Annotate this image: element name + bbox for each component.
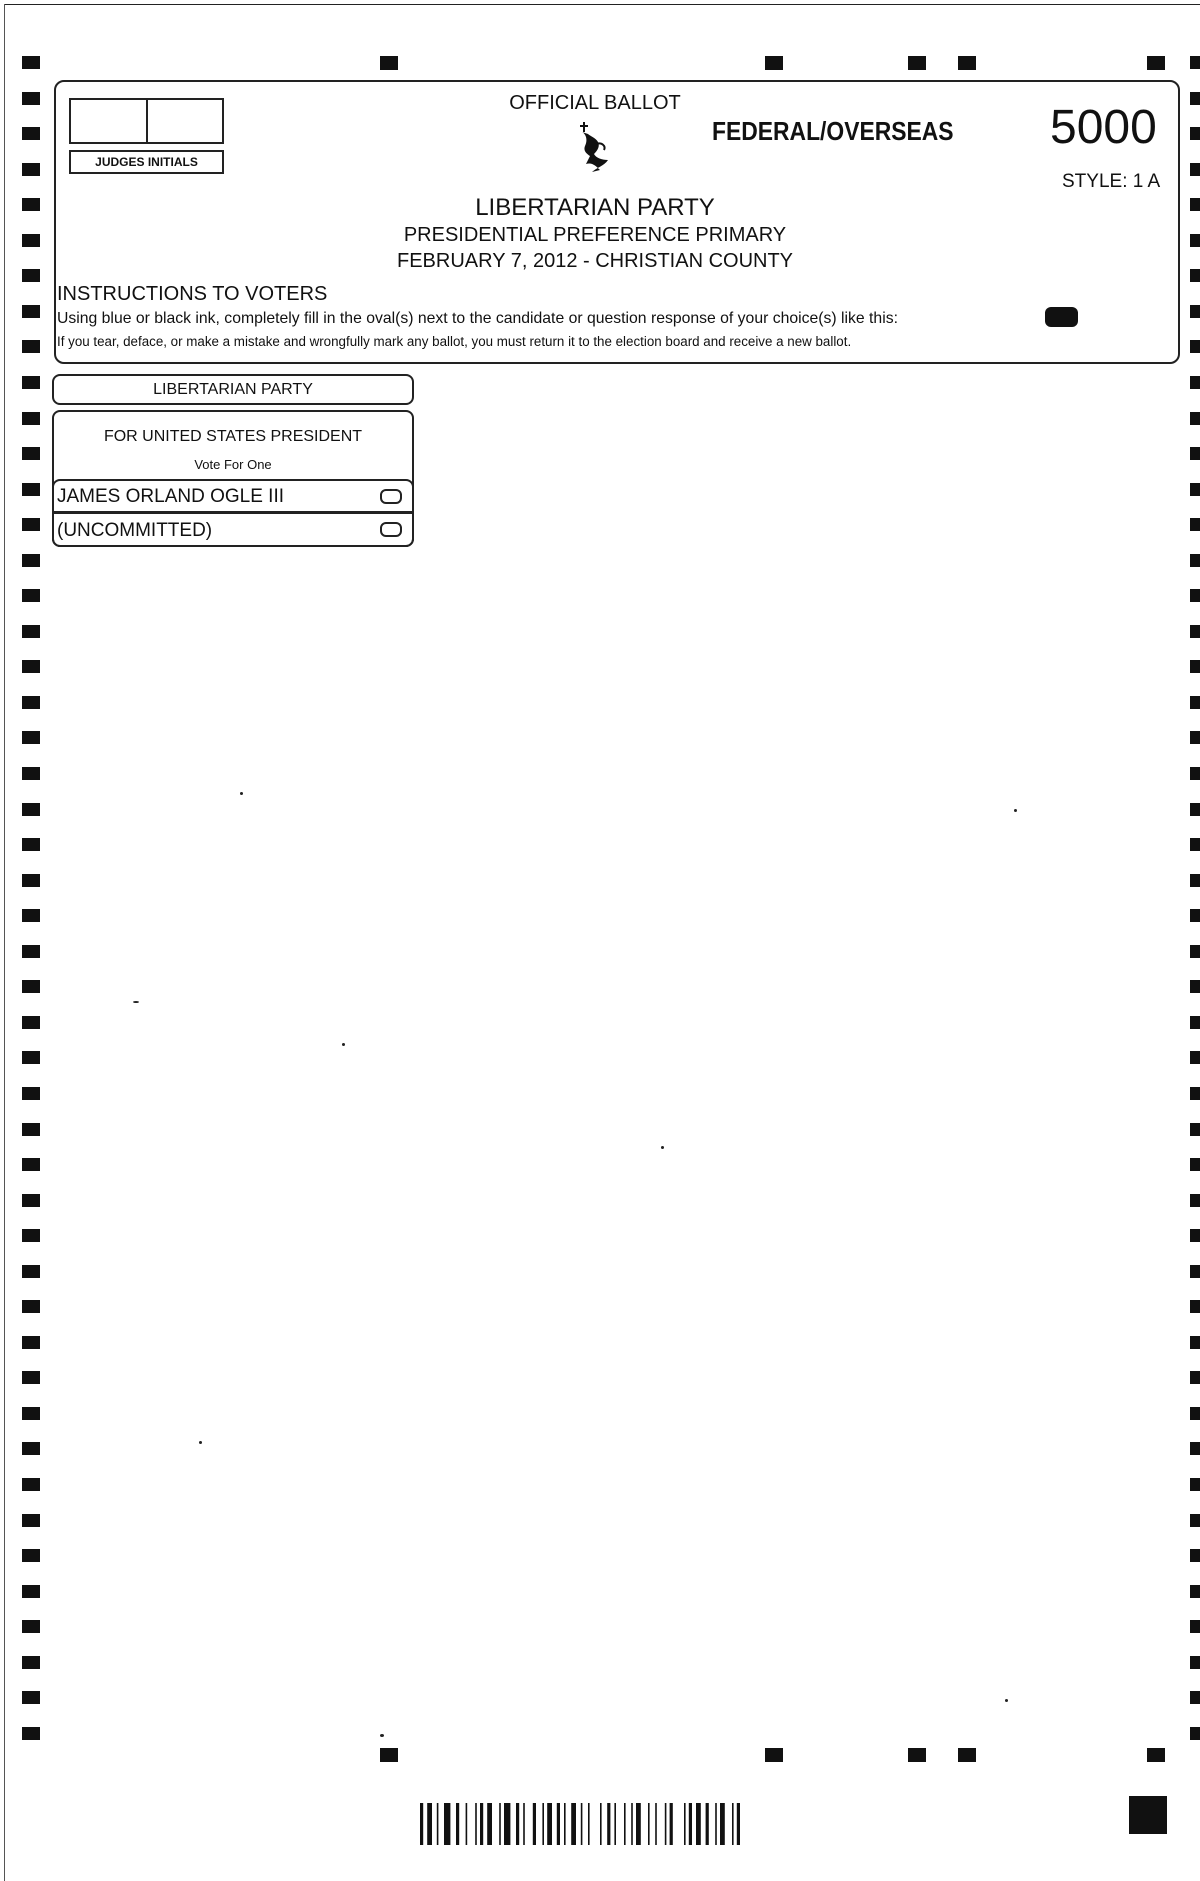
timing-mark bbox=[22, 1300, 40, 1313]
speck bbox=[133, 1001, 139, 1003]
timing-mark bbox=[1190, 56, 1200, 69]
timing-mark bbox=[1190, 803, 1200, 816]
timing-mark bbox=[22, 518, 40, 531]
instructions-title: INSTRUCTIONS TO VOTERS bbox=[57, 283, 328, 305]
timing-mark bbox=[22, 163, 40, 176]
barcode-bar bbox=[737, 1803, 740, 1845]
timing-mark bbox=[22, 1585, 40, 1598]
timing-mark bbox=[22, 1265, 40, 1278]
speck bbox=[199, 1441, 202, 1444]
barcode-bar bbox=[444, 1803, 450, 1845]
timing-mark bbox=[1190, 163, 1200, 176]
timing-mark bbox=[380, 56, 398, 70]
timing-mark bbox=[22, 305, 40, 318]
timing-mark bbox=[1190, 1336, 1200, 1349]
barcode-bar bbox=[665, 1803, 667, 1845]
election-date-county: FEBRUARY 7, 2012 - CHRISTIAN COUNTY bbox=[396, 250, 794, 272]
judge-initial-box-2[interactable] bbox=[148, 100, 223, 142]
timing-mark bbox=[22, 198, 40, 211]
timing-mark bbox=[1190, 1229, 1200, 1242]
barcode-bar bbox=[720, 1803, 725, 1845]
barcode-bar bbox=[516, 1803, 519, 1845]
barcode-bar bbox=[523, 1803, 525, 1845]
timing-mark bbox=[1190, 945, 1200, 958]
timing-mark bbox=[1190, 412, 1200, 425]
timing-mark bbox=[22, 767, 40, 780]
timing-mark bbox=[22, 127, 40, 140]
timing-mark bbox=[22, 589, 40, 602]
barcode-bar bbox=[607, 1803, 610, 1845]
timing-mark bbox=[765, 56, 783, 70]
timing-mark bbox=[22, 1656, 40, 1669]
judge-initial-box-1[interactable] bbox=[71, 100, 148, 142]
timing-mark bbox=[22, 731, 40, 744]
timing-mark bbox=[1190, 269, 1200, 282]
timing-mark bbox=[1190, 1194, 1200, 1207]
barcode-bar bbox=[732, 1803, 734, 1845]
barcode-bar bbox=[533, 1803, 536, 1845]
timing-mark bbox=[1190, 1051, 1200, 1064]
timing-mark bbox=[1190, 696, 1200, 709]
timing-mark bbox=[22, 625, 40, 638]
timing-mark bbox=[1190, 1656, 1200, 1669]
timing-mark bbox=[22, 980, 40, 993]
barcode-bar bbox=[706, 1803, 709, 1845]
timing-mark bbox=[1190, 660, 1200, 673]
timing-mark bbox=[1190, 1549, 1200, 1562]
timing-mark bbox=[1190, 518, 1200, 531]
timing-mark bbox=[22, 340, 40, 353]
timing-mark bbox=[22, 909, 40, 922]
timing-mark bbox=[22, 92, 40, 105]
timing-mark bbox=[22, 1051, 40, 1064]
contest-vote-for: Vote For One bbox=[194, 457, 272, 472]
barcode-bar bbox=[588, 1803, 590, 1845]
timing-mark bbox=[22, 56, 40, 69]
timing-mark bbox=[1190, 1087, 1200, 1100]
timing-mark bbox=[1190, 234, 1200, 247]
official-ballot-title: OFFICIAL BALLOT bbox=[509, 92, 681, 114]
timing-mark bbox=[22, 945, 40, 958]
timing-mark bbox=[1190, 198, 1200, 211]
speck bbox=[1014, 809, 1017, 812]
timing-mark bbox=[22, 412, 40, 425]
timing-mark bbox=[1190, 1478, 1200, 1491]
speck bbox=[240, 792, 243, 795]
timing-mark bbox=[1190, 92, 1200, 105]
timing-mark bbox=[22, 660, 40, 673]
timing-mark bbox=[22, 269, 40, 282]
speck bbox=[1005, 1699, 1008, 1702]
timing-mark bbox=[22, 1620, 40, 1633]
timing-mark bbox=[22, 1478, 40, 1491]
timing-mark bbox=[908, 1748, 926, 1762]
timing-mark bbox=[1190, 1514, 1200, 1527]
timing-mark bbox=[1190, 483, 1200, 496]
judges-initials-block bbox=[69, 98, 224, 175]
timing-mark bbox=[1190, 1371, 1200, 1384]
barcode-bar bbox=[557, 1803, 560, 1845]
timing-mark bbox=[22, 1549, 40, 1562]
timing-mark bbox=[908, 56, 926, 70]
timing-mark bbox=[1190, 1265, 1200, 1278]
barcode-bar bbox=[614, 1803, 616, 1845]
timing-mark bbox=[1147, 1748, 1165, 1762]
timing-mark bbox=[22, 554, 40, 567]
party-title: LIBERTARIAN PARTY bbox=[475, 194, 715, 221]
judges-initials-boxes[interactable] bbox=[69, 98, 224, 144]
barcode-bar bbox=[684, 1803, 686, 1845]
barcode-bar bbox=[564, 1803, 566, 1845]
timing-mark bbox=[1190, 1585, 1200, 1598]
timing-mark bbox=[22, 874, 40, 887]
timing-mark bbox=[1190, 838, 1200, 851]
candidate-oval[interactable] bbox=[380, 522, 402, 537]
candidate-row[interactable] bbox=[52, 512, 414, 547]
timing-mark bbox=[1190, 447, 1200, 460]
timing-mark bbox=[1190, 127, 1200, 140]
barcode-bar bbox=[655, 1803, 657, 1845]
timing-mark bbox=[22, 447, 40, 460]
judges-initials-label: JUDGES INITIALS bbox=[69, 150, 224, 174]
barcode-bar bbox=[437, 1803, 439, 1845]
timing-mark bbox=[22, 1158, 40, 1171]
candidate-row[interactable] bbox=[52, 479, 414, 513]
timing-mark bbox=[22, 1123, 40, 1136]
timing-mark bbox=[1190, 625, 1200, 638]
sample-filled-oval bbox=[1045, 307, 1078, 327]
timing-mark bbox=[1190, 1620, 1200, 1633]
barcode-bar bbox=[466, 1803, 468, 1845]
candidate-oval[interactable] bbox=[380, 489, 402, 504]
speck bbox=[380, 1734, 384, 1737]
party-section-label: LIBERTARIAN PARTY bbox=[153, 381, 313, 398]
barcode-bar bbox=[696, 1803, 701, 1845]
timing-mark bbox=[958, 56, 976, 70]
barcode-bar bbox=[456, 1803, 459, 1845]
barcode-bar bbox=[631, 1803, 633, 1845]
barcode-bar bbox=[648, 1803, 650, 1845]
timing-mark bbox=[1190, 874, 1200, 887]
timing-mark bbox=[1190, 305, 1200, 318]
contest-title: FOR UNITED STATES PRESIDENT bbox=[103, 428, 363, 445]
timing-mark bbox=[22, 376, 40, 389]
barcode-bar bbox=[547, 1803, 552, 1845]
speck bbox=[661, 1146, 664, 1149]
barcode-bar bbox=[600, 1803, 602, 1845]
candidate-name: (UNCOMMITTED) bbox=[57, 520, 213, 541]
timing-mark bbox=[22, 1087, 40, 1100]
barcode-bar bbox=[689, 1803, 692, 1845]
ballot-style: STYLE: 1 A bbox=[1062, 171, 1161, 192]
timing-mark bbox=[22, 483, 40, 496]
timing-mark bbox=[22, 1336, 40, 1349]
election-title: PRESIDENTIAL PREFERENCE PRIMARY bbox=[403, 224, 787, 246]
barcode-bar bbox=[504, 1803, 510, 1845]
page-top-edge bbox=[4, 4, 1200, 5]
barcode-bar bbox=[499, 1803, 501, 1845]
barcode-bar bbox=[581, 1803, 583, 1845]
timing-mark bbox=[1190, 1158, 1200, 1171]
timing-mark bbox=[22, 1016, 40, 1029]
timing-mark bbox=[1190, 731, 1200, 744]
timing-mark bbox=[22, 1371, 40, 1384]
timing-mark bbox=[1190, 1442, 1200, 1455]
timing-mark bbox=[1190, 589, 1200, 602]
timing-mark bbox=[1190, 980, 1200, 993]
timing-mark bbox=[22, 803, 40, 816]
timing-mark bbox=[1190, 1016, 1200, 1029]
timing-mark bbox=[1190, 1407, 1200, 1420]
page-left-edge bbox=[4, 4, 5, 1881]
timing-mark bbox=[1190, 1691, 1200, 1704]
barcode-bar bbox=[480, 1803, 483, 1845]
barcode-bar bbox=[420, 1803, 423, 1845]
barcode bbox=[420, 1803, 816, 1845]
instructions-line-2: If you tear, deface, or make a mistake and wrongfully mark any ballot, you must return it to the election board and receive a new ballot. bbox=[57, 334, 852, 349]
candidate-name: JAMES ORLAND OGLE III bbox=[57, 486, 284, 507]
timing-mark bbox=[22, 1691, 40, 1704]
timing-mark bbox=[958, 1748, 976, 1762]
timing-mark bbox=[22, 1407, 40, 1420]
barcode-bar bbox=[475, 1803, 477, 1845]
barcode-bar bbox=[487, 1803, 492, 1845]
timing-mark bbox=[22, 1229, 40, 1242]
barcode-bar bbox=[542, 1803, 544, 1845]
timing-mark bbox=[1190, 1727, 1200, 1740]
corner-registration-mark bbox=[1129, 1796, 1167, 1834]
timing-mark bbox=[22, 1442, 40, 1455]
timing-mark bbox=[1190, 340, 1200, 353]
timing-mark bbox=[22, 838, 40, 851]
timing-mark bbox=[1190, 767, 1200, 780]
speck bbox=[342, 1043, 345, 1046]
barcode-bar bbox=[624, 1803, 626, 1845]
timing-mark bbox=[1190, 554, 1200, 567]
barcode-bar bbox=[670, 1803, 673, 1845]
statue-of-liberty-seal-icon bbox=[570, 120, 616, 176]
party-section-box bbox=[52, 374, 414, 405]
barcode-bar bbox=[715, 1803, 717, 1845]
timing-mark bbox=[1190, 376, 1200, 389]
barcode-bar bbox=[427, 1803, 432, 1845]
timing-mark bbox=[22, 1194, 40, 1207]
barcode-bar bbox=[636, 1803, 641, 1845]
timing-mark bbox=[1190, 1123, 1200, 1136]
timing-mark bbox=[380, 1748, 398, 1762]
timing-mark bbox=[1190, 909, 1200, 922]
timing-mark bbox=[1147, 56, 1165, 70]
timing-mark bbox=[22, 696, 40, 709]
instructions-line-1: Using blue or black ink, completely fill in the oval(s) next to the candidate or question response of your choice(s) like this: bbox=[57, 310, 898, 327]
timing-mark bbox=[1190, 1300, 1200, 1313]
timing-mark bbox=[22, 1514, 40, 1527]
timing-mark bbox=[765, 1748, 783, 1762]
barcode-bar bbox=[571, 1803, 576, 1845]
timing-mark bbox=[22, 1727, 40, 1740]
ballot-type-label: FEDERAL/OVERSEAS bbox=[712, 116, 954, 146]
ballot-number: 5000 bbox=[1050, 101, 1157, 154]
timing-mark bbox=[22, 234, 40, 247]
